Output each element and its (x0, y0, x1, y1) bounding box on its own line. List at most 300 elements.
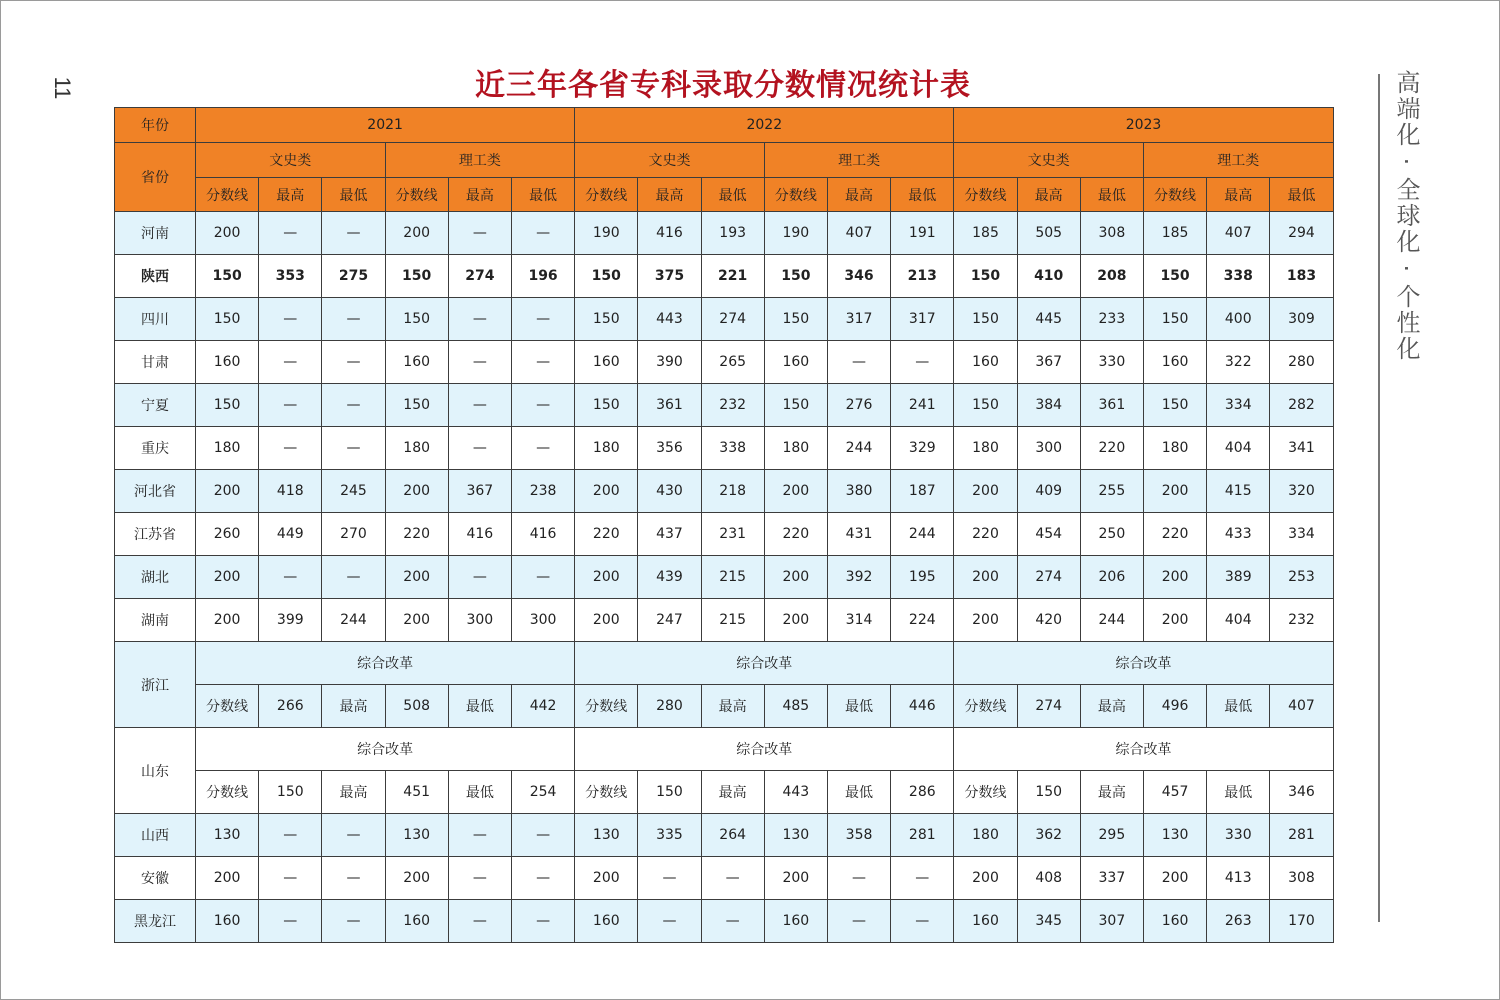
score-cell: — (511, 900, 574, 943)
score-cell: 185 (1143, 212, 1206, 255)
header-province-label: 省份 (115, 143, 196, 212)
score-cell: 358 (827, 814, 890, 857)
score-cell: 185 (954, 212, 1017, 255)
province-cell: 宁夏 (115, 384, 196, 427)
score-cell: 241 (891, 384, 954, 427)
score-cell: — (322, 212, 385, 255)
score-cell: — (511, 298, 574, 341)
score-cell: 最高 (322, 685, 385, 728)
score-cell: 130 (196, 814, 259, 857)
header-subcolumn: 最低 (322, 178, 385, 212)
score-cell: 255 (1080, 470, 1143, 513)
score-cell: — (322, 384, 385, 427)
header-subcolumn: 分数线 (575, 178, 638, 212)
header-year-2022: 2022 (575, 108, 954, 143)
score-cell: 208 (1080, 255, 1143, 298)
score-cell: — (511, 427, 574, 470)
score-cell: 308 (1270, 857, 1333, 900)
score-cell: — (259, 556, 322, 599)
score-cell: 150 (1143, 298, 1206, 341)
score-cell: 187 (891, 470, 954, 513)
score-cell: — (259, 341, 322, 384)
score-cell: 420 (1017, 599, 1080, 642)
score-cell: 200 (764, 599, 827, 642)
province-cell: 安徽 (115, 857, 196, 900)
slogan: 高端化 · 全球化 · 个性化 (1392, 70, 1420, 362)
score-cell: — (448, 900, 511, 943)
score-cell: 407 (1270, 685, 1333, 728)
header-subcolumn: 分数线 (385, 178, 448, 212)
score-cell: 410 (1017, 255, 1080, 298)
score-cell: 200 (385, 470, 448, 513)
header-subcolumn: 分数线 (954, 178, 1017, 212)
score-cell: — (322, 814, 385, 857)
score-cell: 346 (1270, 771, 1333, 814)
score-cell: 180 (196, 427, 259, 470)
score-cell: 200 (196, 857, 259, 900)
page-number: 11 (50, 76, 75, 100)
reform-label-cell: 综合改革 (954, 728, 1333, 771)
score-cell: 218 (701, 470, 764, 513)
score-cell: 195 (891, 556, 954, 599)
score-cell: 200 (385, 857, 448, 900)
province-cell: 浙江 (115, 642, 196, 728)
score-cell: 200 (575, 599, 638, 642)
score-cell: 254 (511, 771, 574, 814)
score-cell: 400 (1207, 298, 1270, 341)
table-row (115, 470, 1334, 513)
score-cell: 150 (1017, 771, 1080, 814)
province-cell: 湖北 (115, 556, 196, 599)
score-cell: 221 (701, 255, 764, 298)
province-cell: 陕西 (115, 255, 196, 298)
score-cell: 496 (1143, 685, 1206, 728)
score-cell: 150 (1143, 384, 1206, 427)
province-cell: 重庆 (115, 427, 196, 470)
score-cell: 200 (954, 599, 1017, 642)
score-cell: 150 (764, 255, 827, 298)
score-cell: — (701, 857, 764, 900)
score-cell: 160 (385, 900, 448, 943)
score-cell: — (448, 857, 511, 900)
score-cell: 200 (385, 599, 448, 642)
score-cell: 200 (385, 212, 448, 255)
score-cell: 190 (764, 212, 827, 255)
province-cell: 山西 (115, 814, 196, 857)
score-cell: 130 (764, 814, 827, 857)
table-row (115, 384, 1334, 427)
score-cell: 190 (575, 212, 638, 255)
score-cell: 分数线 (575, 771, 638, 814)
score-cell: 130 (1143, 814, 1206, 857)
score-cell: 367 (1017, 341, 1080, 384)
score-cell: 200 (575, 470, 638, 513)
score-cell: 200 (1143, 857, 1206, 900)
table-row (115, 212, 1334, 255)
header-subcolumn: 分数线 (1143, 178, 1206, 212)
table-row (115, 255, 1334, 298)
score-cell: 274 (1017, 556, 1080, 599)
score-cell: 384 (1017, 384, 1080, 427)
score-cell: 分数线 (196, 771, 259, 814)
table-row (115, 900, 1334, 943)
score-cell: — (259, 298, 322, 341)
score-cell: 196 (511, 255, 574, 298)
score-cell: 307 (1080, 900, 1143, 943)
score-cell: 160 (575, 341, 638, 384)
table-row (115, 298, 1334, 341)
score-cell: 200 (954, 556, 1017, 599)
score-cell: 215 (701, 599, 764, 642)
score-cell: 282 (1270, 384, 1333, 427)
header-year-2023: 2023 (954, 108, 1333, 143)
header-subcolumn: 最高 (638, 178, 701, 212)
score-cell: — (259, 384, 322, 427)
score-cell: 200 (575, 857, 638, 900)
score-cell: 160 (764, 341, 827, 384)
score-cell: 445 (1017, 298, 1080, 341)
reform-label-cell: 综合改革 (196, 642, 575, 685)
header-category: 理工类 (385, 143, 575, 178)
score-cell: 416 (448, 513, 511, 556)
score-cell: 442 (511, 685, 574, 728)
table-row (115, 857, 1334, 900)
score-cell: 224 (891, 599, 954, 642)
score-cell: 200 (196, 599, 259, 642)
score-cell: 分数线 (954, 685, 1017, 728)
score-cell: 200 (385, 556, 448, 599)
score-cell: 分数线 (954, 771, 1017, 814)
reform-label-cell: 综合改革 (575, 642, 954, 685)
score-cell: 281 (891, 814, 954, 857)
score-cell: 418 (259, 470, 322, 513)
score-cell: 最高 (1080, 771, 1143, 814)
score-cell: 150 (196, 384, 259, 427)
score-cell: — (511, 857, 574, 900)
score-cell: 200 (764, 556, 827, 599)
score-cell: 最高 (1080, 685, 1143, 728)
score-cell: 314 (827, 599, 890, 642)
score-cell: 最低 (1207, 685, 1270, 728)
score-cell: 433 (1207, 513, 1270, 556)
score-cell: 404 (1207, 599, 1270, 642)
table-row (115, 556, 1334, 599)
score-cell: 160 (385, 341, 448, 384)
score-cell: 265 (701, 341, 764, 384)
score-cell: 231 (701, 513, 764, 556)
score-cell: — (827, 341, 890, 384)
score-cell: — (511, 814, 574, 857)
reform-label-cell: 综合改革 (575, 728, 954, 771)
score-cell: 200 (196, 470, 259, 513)
score-cell: — (322, 900, 385, 943)
score-cell: 380 (827, 470, 890, 513)
score-cell: 160 (196, 900, 259, 943)
score-cell: — (322, 298, 385, 341)
score-cell: — (448, 427, 511, 470)
score-cell: — (322, 341, 385, 384)
score-cell: 180 (954, 427, 1017, 470)
score-cell: 180 (764, 427, 827, 470)
score-cell: 220 (1143, 513, 1206, 556)
score-cell: 330 (1207, 814, 1270, 857)
score-cell: 451 (385, 771, 448, 814)
score-cell: 220 (764, 513, 827, 556)
score-cell: 150 (954, 384, 1017, 427)
score-cell: 334 (1270, 513, 1333, 556)
score-cell: 437 (638, 513, 701, 556)
header-subcolumn: 最高 (259, 178, 322, 212)
score-cell: 389 (1207, 556, 1270, 599)
score-cell: — (322, 857, 385, 900)
score-cell: — (322, 556, 385, 599)
score-cell: 200 (1143, 556, 1206, 599)
score-cell: — (259, 857, 322, 900)
score-cell: 150 (259, 771, 322, 814)
header-subcolumn: 最低 (891, 178, 954, 212)
score-cell: — (701, 900, 764, 943)
score-cell: 最高 (701, 771, 764, 814)
score-cell: 286 (891, 771, 954, 814)
admission-score-table (114, 107, 1334, 943)
score-cell: 150 (575, 255, 638, 298)
province-cell: 山东 (115, 728, 196, 814)
score-cell: 180 (385, 427, 448, 470)
header-subcolumn: 最低 (1080, 178, 1143, 212)
score-cell: 415 (1207, 470, 1270, 513)
score-cell: 150 (385, 255, 448, 298)
reform-values-row (115, 771, 1334, 814)
score-cell: 233 (1080, 298, 1143, 341)
score-cell: 160 (764, 900, 827, 943)
score-cell: 334 (1207, 384, 1270, 427)
score-cell: 193 (701, 212, 764, 255)
score-cell: — (891, 900, 954, 943)
score-cell: 150 (638, 771, 701, 814)
score-cell: 150 (196, 298, 259, 341)
score-cell: 308 (1080, 212, 1143, 255)
score-cell: 309 (1270, 298, 1333, 341)
reform-row (115, 642, 1334, 685)
score-cell: 300 (1017, 427, 1080, 470)
page-title: 近三年各省专科录取分数情况统计表 (475, 68, 971, 103)
header-year-label: 年份 (115, 108, 196, 143)
score-cell: 183 (1270, 255, 1333, 298)
score-cell: 最低 (1207, 771, 1270, 814)
score-cell: 443 (638, 298, 701, 341)
score-cell: 295 (1080, 814, 1143, 857)
score-cell: 200 (954, 857, 1017, 900)
score-cell: 150 (1143, 255, 1206, 298)
score-cell: — (448, 556, 511, 599)
score-cell: — (448, 814, 511, 857)
score-cell: 150 (575, 298, 638, 341)
score-cell: — (259, 814, 322, 857)
score-cell: 180 (954, 814, 1017, 857)
score-cell: 317 (827, 298, 890, 341)
score-cell: 449 (259, 513, 322, 556)
score-cell: — (511, 384, 574, 427)
score-cell: 300 (448, 599, 511, 642)
score-cell: 439 (638, 556, 701, 599)
table-row (115, 814, 1334, 857)
score-cell: 200 (196, 556, 259, 599)
score-cell: 244 (1080, 599, 1143, 642)
score-cell: 485 (764, 685, 827, 728)
score-cell: 160 (196, 341, 259, 384)
score-cell: 130 (575, 814, 638, 857)
header-subcolumn: 最高 (827, 178, 890, 212)
score-cell: 416 (638, 212, 701, 255)
score-cell: 392 (827, 556, 890, 599)
score-cell: 457 (1143, 771, 1206, 814)
score-cell: 238 (511, 470, 574, 513)
score-cell: 200 (196, 212, 259, 255)
score-cell: — (638, 857, 701, 900)
score-cell: 409 (1017, 470, 1080, 513)
header-subcolumn: 最高 (448, 178, 511, 212)
score-cell: 244 (827, 427, 890, 470)
score-cell: 200 (764, 470, 827, 513)
score-cell: — (891, 857, 954, 900)
score-cell: 264 (701, 814, 764, 857)
score-cell: — (448, 212, 511, 255)
header-category: 理工类 (764, 143, 954, 178)
score-cell: 最高 (701, 685, 764, 728)
score-cell: 294 (1270, 212, 1333, 255)
table-row (115, 599, 1334, 642)
score-cell: 260 (196, 513, 259, 556)
province-cell: 湖南 (115, 599, 196, 642)
score-cell: — (259, 427, 322, 470)
score-cell: 250 (1080, 513, 1143, 556)
header-subcolumn: 最低 (1270, 178, 1333, 212)
score-cell: 274 (1017, 685, 1080, 728)
score-cell: 263 (1207, 900, 1270, 943)
score-cell: 353 (259, 255, 322, 298)
score-cell: 338 (701, 427, 764, 470)
province-cell: 河北省 (115, 470, 196, 513)
score-cell: 356 (638, 427, 701, 470)
reform-label-cell: 综合改革 (954, 642, 1333, 685)
score-cell: 300 (511, 599, 574, 642)
score-cell: 338 (1207, 255, 1270, 298)
header-category: 文史类 (954, 143, 1144, 178)
score-cell: 407 (1207, 212, 1270, 255)
score-cell: 375 (638, 255, 701, 298)
score-cell: 361 (1080, 384, 1143, 427)
score-cell: 430 (638, 470, 701, 513)
score-cell: 150 (764, 298, 827, 341)
header-year-2021: 2021 (196, 108, 575, 143)
score-cell: 341 (1270, 427, 1333, 470)
score-cell: 160 (1143, 900, 1206, 943)
score-cell: 150 (385, 298, 448, 341)
score-cell: 320 (1270, 470, 1333, 513)
score-cell: 413 (1207, 857, 1270, 900)
score-cell: 346 (827, 255, 890, 298)
score-cell: 416 (511, 513, 574, 556)
score-cell: 150 (954, 255, 1017, 298)
score-cell: — (259, 900, 322, 943)
score-cell: 362 (1017, 814, 1080, 857)
score-cell: 160 (954, 900, 1017, 943)
slogan-divider (1378, 74, 1380, 922)
score-cell: — (891, 341, 954, 384)
score-cell: 337 (1080, 857, 1143, 900)
score-cell: 407 (827, 212, 890, 255)
score-cell: 220 (954, 513, 1017, 556)
score-cell: 分数线 (196, 685, 259, 728)
score-cell: 150 (575, 384, 638, 427)
score-cell: 361 (638, 384, 701, 427)
score-cell: 160 (954, 341, 1017, 384)
score-cell: 253 (1270, 556, 1333, 599)
score-cell: 431 (827, 513, 890, 556)
province-cell: 四川 (115, 298, 196, 341)
score-cell: 180 (575, 427, 638, 470)
header-subcolumn: 最高 (1207, 178, 1270, 212)
score-cell: 330 (1080, 341, 1143, 384)
score-cell: 200 (1143, 599, 1206, 642)
score-cell: 215 (701, 556, 764, 599)
score-cell: 408 (1017, 857, 1080, 900)
score-cell: 446 (891, 685, 954, 728)
reform-row (115, 728, 1334, 771)
score-cell: 404 (1207, 427, 1270, 470)
score-cell: — (827, 857, 890, 900)
score-cell: 280 (638, 685, 701, 728)
header-subcolumn: 分数线 (196, 178, 259, 212)
score-cell: 最低 (448, 771, 511, 814)
score-cell: 317 (891, 298, 954, 341)
score-cell: 276 (827, 384, 890, 427)
score-cell: 206 (1080, 556, 1143, 599)
header-subcolumn: 最低 (701, 178, 764, 212)
score-cell: 232 (701, 384, 764, 427)
score-cell: — (511, 556, 574, 599)
score-cell: 130 (385, 814, 448, 857)
province-cell: 甘肃 (115, 341, 196, 384)
header-category: 文史类 (196, 143, 386, 178)
score-cell: — (448, 341, 511, 384)
table-row (115, 427, 1334, 470)
province-cell: 江苏省 (115, 513, 196, 556)
score-cell: 329 (891, 427, 954, 470)
province-cell: 河南 (115, 212, 196, 255)
score-cell: 150 (764, 384, 827, 427)
score-cell: — (259, 212, 322, 255)
score-cell: 191 (891, 212, 954, 255)
score-cell: 244 (322, 599, 385, 642)
score-cell: 200 (954, 470, 1017, 513)
score-cell: 200 (575, 556, 638, 599)
score-cell: 281 (1270, 814, 1333, 857)
score-cell: 367 (448, 470, 511, 513)
score-cell: 220 (1080, 427, 1143, 470)
score-cell: 最低 (827, 685, 890, 728)
score-cell: 220 (385, 513, 448, 556)
score-cell: 150 (196, 255, 259, 298)
header-subcolumn: 最高 (1017, 178, 1080, 212)
score-cell: — (322, 427, 385, 470)
score-cell: 505 (1017, 212, 1080, 255)
score-cell: 274 (448, 255, 511, 298)
score-cell: 335 (638, 814, 701, 857)
table-row (115, 341, 1334, 384)
score-cell: 508 (385, 685, 448, 728)
score-cell: 分数线 (575, 685, 638, 728)
